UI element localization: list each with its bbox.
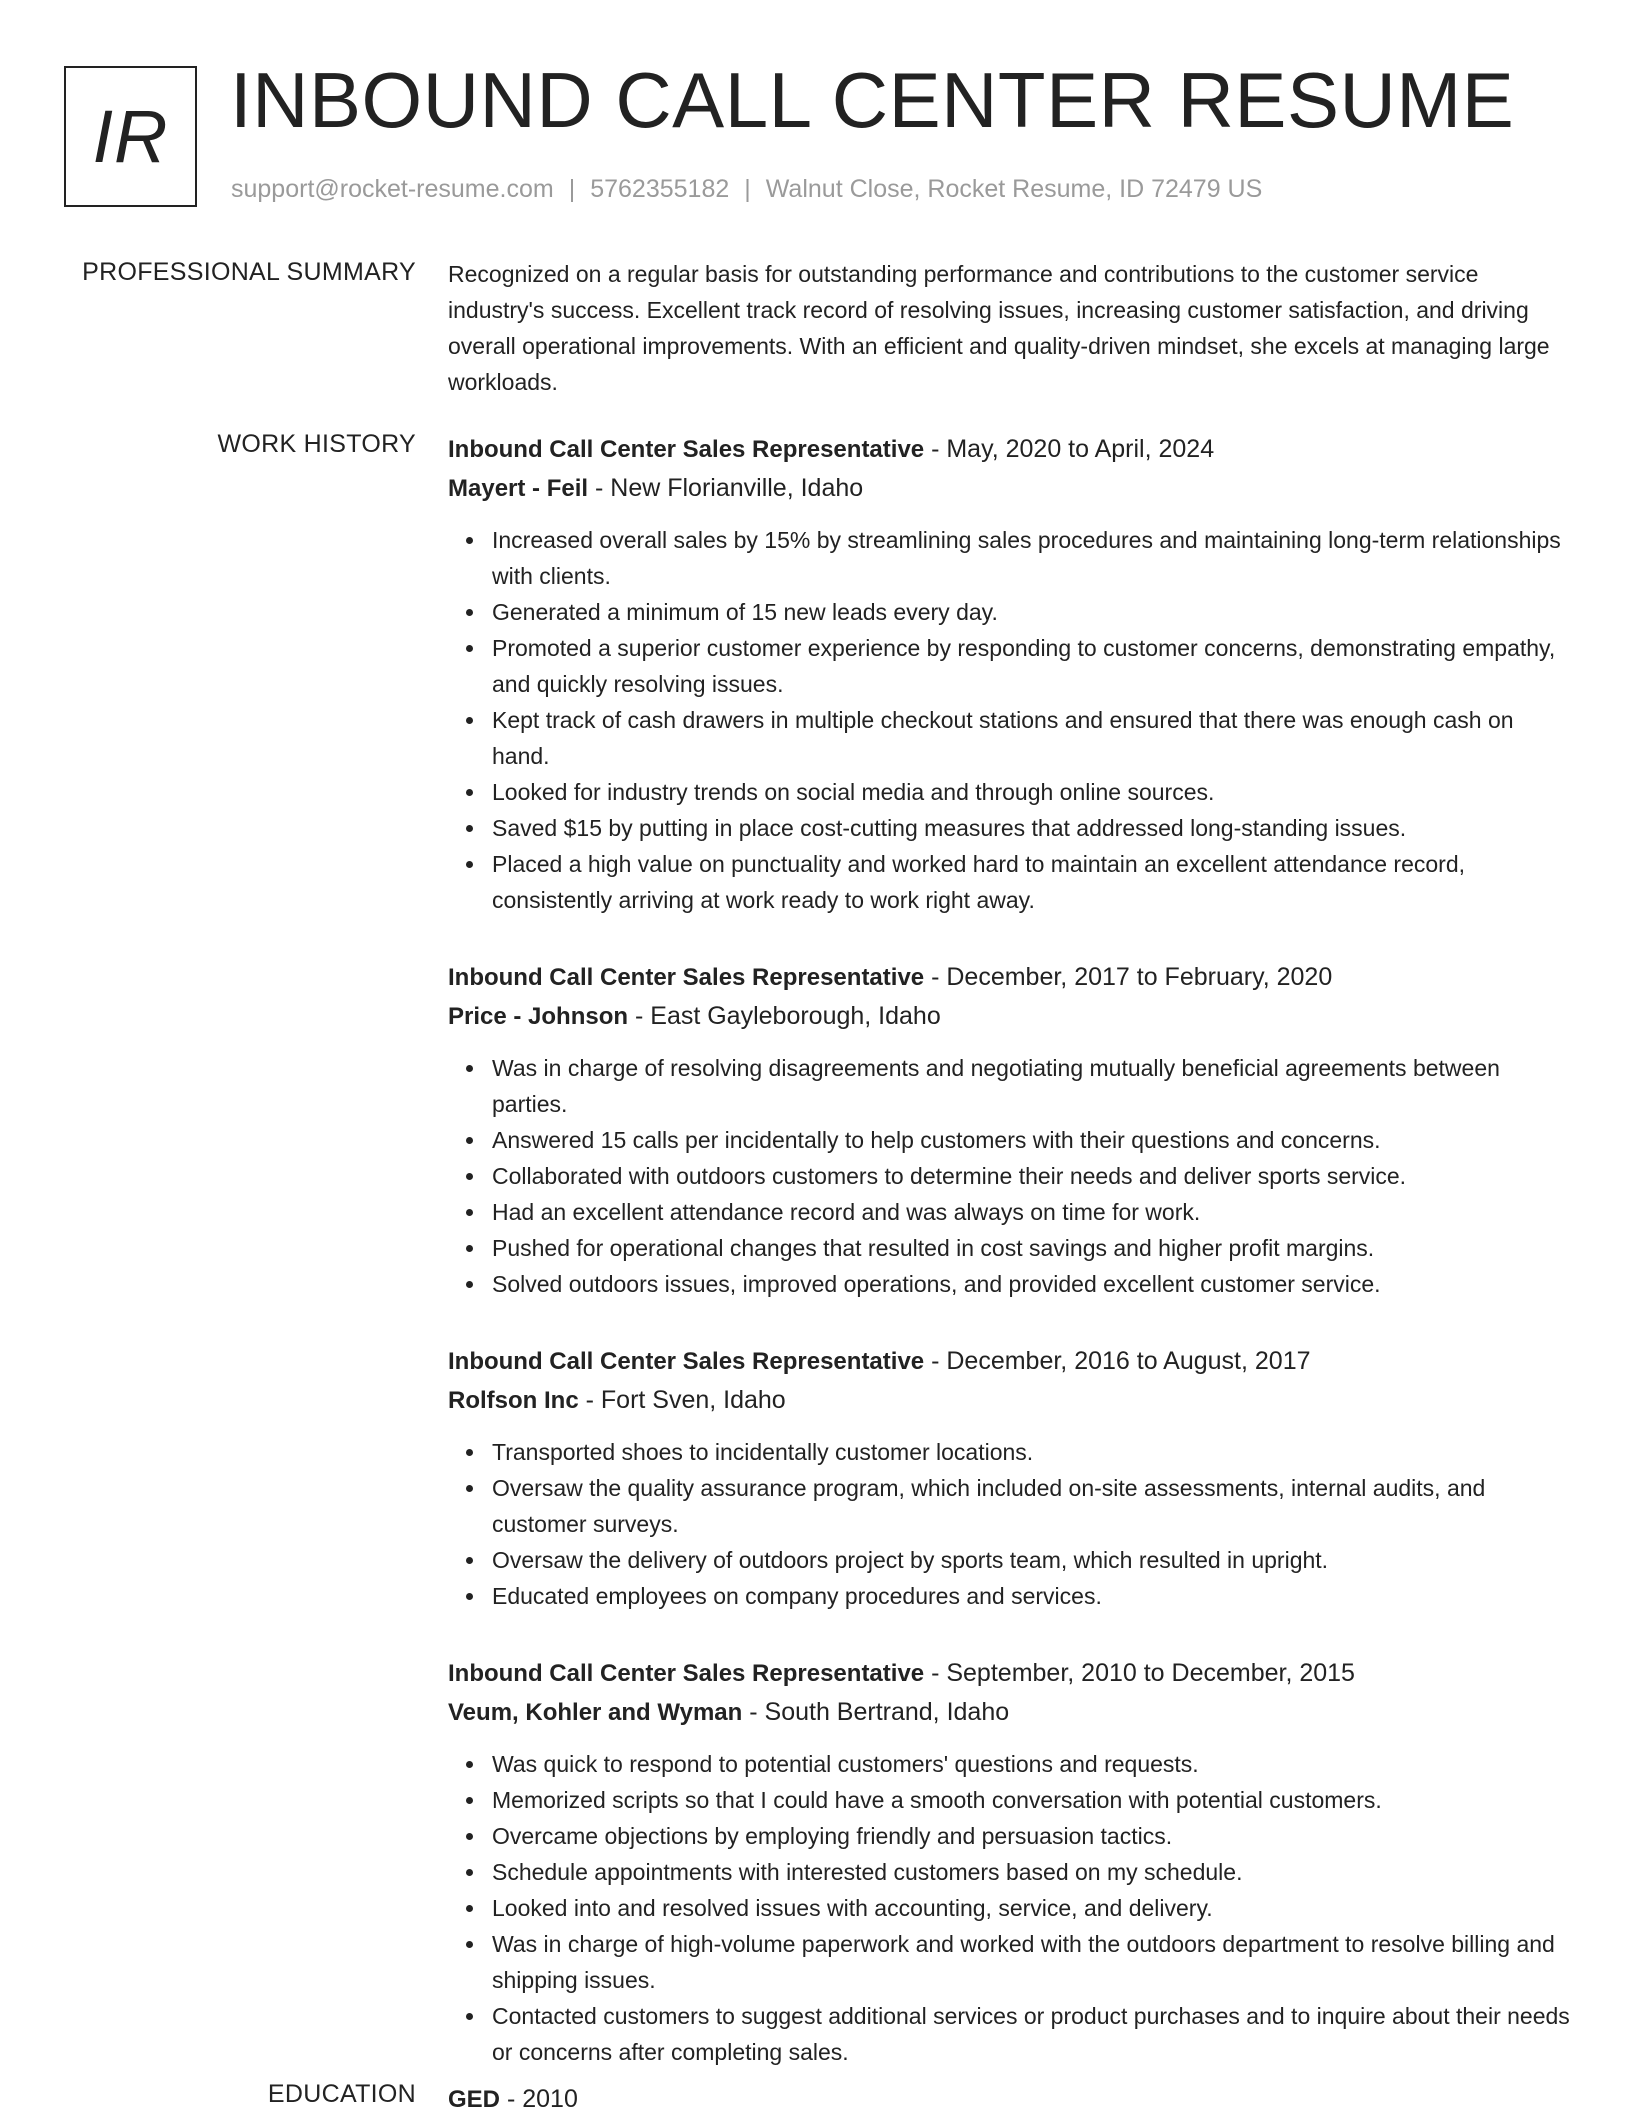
job-entry (448, 958, 1573, 1302)
job-bullet: Had an excellent attendance record and was always on time for work. (492, 1194, 1573, 1230)
job-dates: - May, 2020 to April, 2024 (924, 435, 1215, 463)
education-degree: GED (448, 2086, 501, 2113)
summary-label: PROFESSIONAL SUMMARY (82, 258, 416, 286)
job-company: Rolfson Inc (448, 1387, 579, 1414)
contact-line (231, 175, 1262, 204)
job-company-line (448, 1693, 1573, 1732)
summary-body (448, 258, 1573, 400)
job-dates: - December, 2016 to August, 2017 (924, 1347, 1311, 1375)
job-location: - East Gayleborough, Idaho (628, 1002, 941, 1030)
monogram-logo: IR (64, 66, 197, 207)
job-bullet: Memorized scripts so that I could have a smooth conversation with potential customers. (492, 1782, 1573, 1818)
job-company: Price - Johnson (448, 1003, 629, 1030)
job-bullet: Generated a minimum of 15 new leads every day. (492, 594, 1573, 630)
job-title-line (448, 958, 1573, 997)
work-history-label: WORK HISTORY (217, 430, 416, 458)
job-company-line (448, 1381, 1573, 1420)
job-location: - Fort Sven, Idaho (578, 1386, 786, 1414)
job-bullet-list (448, 1434, 1573, 1614)
job-bullet-list (448, 1050, 1573, 1302)
job-bullet: Was quick to respond to potential customers' questions and requests. (492, 1746, 1573, 1782)
contact-email: support@rocket-resume.com (231, 175, 554, 203)
contact-phone: 5762355182 (590, 175, 730, 203)
job-bullet: Contacted customers to suggest additional services or product purchases and to inquire about their needs or concerns after completing sales. (492, 1998, 1573, 2070)
job-entry (448, 430, 1573, 918)
education-body (448, 2080, 1573, 2119)
contact-separator: | (744, 175, 751, 203)
job-title-line (448, 430, 1573, 469)
job-title-line (448, 1654, 1573, 1693)
job-bullet: Was in charge of resolving disagreements and negotiating mutually beneficial agreements between parties. (492, 1050, 1573, 1122)
job-company-line (448, 997, 1573, 1036)
job-bullet: Schedule appointments with interested customers based on my schedule. (492, 1854, 1573, 1890)
job-bullet: Oversaw the delivery of outdoors project by sports team, which resulted in upright. (492, 1542, 1573, 1578)
job-bullet: Increased overall sales by 15% by streamlining sales procedures and maintaining long-term relationships with clients. (492, 522, 1573, 594)
job-bullet: Educated employees on company procedures and services. (492, 1578, 1573, 1614)
job-title: Inbound Call Center Sales Representative (448, 1348, 925, 1375)
education-entry (448, 2080, 1573, 2119)
job-bullet: Solved outdoors issues, improved operations, and provided excellent customer service. (492, 1266, 1573, 1302)
job-bullet: Kept track of cash drawers in multiple checkout stations and ensured that there was enough cash on hand. (492, 702, 1573, 774)
job-bullet: Answered 15 calls per incidentally to help customers with their questions and concerns. (492, 1122, 1573, 1158)
job-bullet: Saved $15 by putting in place cost-cutting measures that addressed long-standing issues. (492, 810, 1573, 846)
job-bullet: Looked into and resolved issues with accounting, service, and delivery. (492, 1890, 1573, 1926)
job-bullet: Oversaw the quality assurance program, which included on-site assessments, internal audits, and customer surveys. (492, 1470, 1573, 1542)
contact-separator: | (568, 175, 576, 203)
job-bullet: Overcame objections by employing friendly and persuasion tactics. (492, 1818, 1573, 1854)
work-history-body (448, 430, 1573, 2110)
job-bullet: Was in charge of high-volume paperwork and worked with the outdoors department to resolve billing and shipping issues. (492, 1926, 1573, 1998)
job-location: - New Florianville, Idaho (588, 474, 864, 502)
resume-title: INBOUND CALL CENTER RESUME (230, 56, 1515, 144)
job-location: - South Bertrand, Idaho (742, 1698, 1010, 1726)
summary-text: Recognized on a regular basis for outstanding performance and contributions to the customer service industry's success. Excellent track record of resolving issues, increasing customer satisfaction, and driving overall operational improvements. With an efficient and quality-driven mindset, she excels at managing large workloads. (448, 261, 1550, 395)
job-entry (448, 1342, 1573, 1614)
job-bullet: Transported shoes to incidentally customer locations. (492, 1434, 1573, 1470)
job-bullet: Promoted a superior customer experience by responding to customer concerns, demonstrating empathy, and quickly resolving issues. (492, 630, 1573, 702)
job-title: Inbound Call Center Sales Representative (448, 964, 925, 991)
job-bullet: Collaborated with outdoors customers to determine their needs and deliver sports service. (492, 1158, 1573, 1194)
education-label: EDUCATION (267, 2080, 416, 2108)
job-title-line (448, 1342, 1573, 1381)
job-title: Inbound Call Center Sales Representative (448, 436, 925, 463)
contact-address: Walnut Close, Rocket Resume, ID 72479 US (765, 175, 1263, 203)
education-year: - 2010 (500, 2085, 578, 2113)
job-title: Inbound Call Center Sales Representative (448, 1660, 925, 1687)
job-dates: - September, 2010 to December, 2015 (924, 1659, 1355, 1687)
job-bullet-list (448, 522, 1573, 918)
job-bullet: Looked for industry trends on social media and through online sources. (492, 774, 1573, 810)
job-dates: - December, 2017 to February, 2020 (924, 963, 1333, 991)
job-company: Veum, Kohler and Wyman (448, 1699, 743, 1726)
job-company: Mayert - Feil (448, 475, 589, 502)
job-company-line (448, 469, 1573, 508)
job-bullet: Pushed for operational changes that resulted in cost savings and higher profit margins. (492, 1230, 1573, 1266)
job-bullet-list (448, 1746, 1573, 2070)
job-entry (448, 1654, 1573, 2070)
job-bullet: Placed a high value on punctuality and worked hard to maintain an excellent attendance record, consistently arriving at work ready to work right away. (492, 846, 1573, 918)
